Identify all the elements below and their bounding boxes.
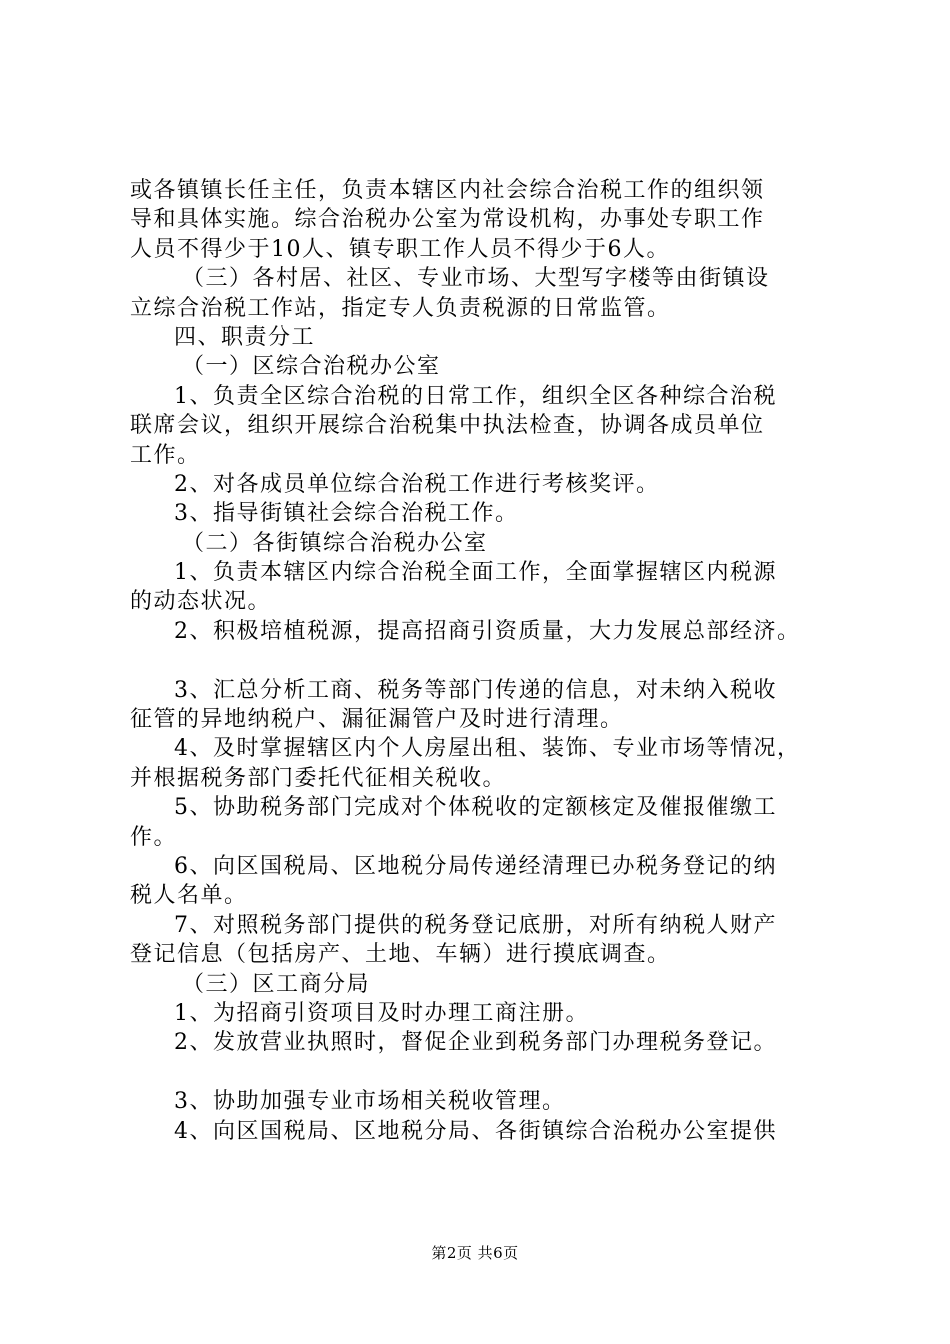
document-body	[130, 176, 850, 1146]
paragraph-line: 7、对照税务部门提供的税务登记底册，对所有纳税人财产	[174, 912, 777, 938]
paragraph-line: 3、协助加强专业市场相关税收管理。	[174, 1089, 566, 1115]
paragraph-line: 工作。	[130, 442, 201, 468]
subsection-heading: （三）区工商分局	[182, 971, 371, 997]
paragraph-line: 2、发放营业执照时，督促企业到税务部门办理税务登记。	[174, 1030, 777, 1056]
paragraph-line: 4、向区国税局、区地税分局、各街镇综合治税办公室提供	[174, 1118, 777, 1144]
paragraph-line: （三）各村居、社区、专业市场、大型写字楼等由街镇设	[182, 266, 770, 292]
blank-line	[130, 646, 850, 675]
blank-line	[130, 1058, 850, 1087]
paragraph-line: 作。	[130, 824, 178, 850]
paragraph-line: 或各镇镇长任主任，负责本辖区内社会综合治税工作的组织领	[130, 178, 765, 203]
section-heading: 四、职责分工	[174, 324, 316, 350]
paragraph-line: 税人名单。	[130, 883, 248, 909]
paragraph-line: 人员不得少于10人、镇专职工作人员不得少于6人。	[130, 236, 670, 262]
paragraph-line: 1、为招商引资项目及时办理工商注册。	[174, 1000, 589, 1026]
paragraph-line: 3、汇总分析工商、税务等部门传递的信息，对未纳入税收	[174, 677, 777, 703]
paragraph-line: 联席会议，组织开展综合治税集中执法检查，协调各成员单位	[130, 413, 765, 439]
paragraph-line: 1、负责本辖区内综合治税全面工作，全面掌握辖区内税源	[174, 560, 777, 586]
subsection-heading: （一）区综合治税办公室	[182, 354, 441, 380]
paragraph-line: 立综合治税工作站，指定专人负责税源的日常监管。	[130, 295, 671, 321]
paragraph-line: 征管的异地纳税户、漏征漏管户及时进行清理。	[130, 707, 624, 733]
paragraph-line: 并根据税务部门委托代征相关税收。	[130, 765, 507, 791]
paragraph-line: 6、向区国税局、区地税分局传递经清理已办税务登记的纳	[174, 853, 777, 879]
page-footer: 第2页 共6页	[431, 1244, 519, 1262]
paragraph-line: 4、及时掌握辖区内个人房屋出租、装饰、专业市场等情况，	[174, 736, 801, 762]
paragraph-line: 导和具体实施。综合治税办公室为常设机构，办事处专职工作	[130, 207, 765, 233]
paragraph-line: 2、积极培植税源，提高招商引资质量，大力发展总部经济。	[174, 618, 801, 644]
paragraph-line: 3、指导街镇社会综合治税工作。	[174, 501, 519, 527]
paragraph-line: 2、对各成员单位综合治税工作进行考核奖评。	[174, 471, 660, 497]
paragraph-line: 的动态状况。	[130, 589, 272, 615]
paragraph-line: 登记信息（包括房产、土地、车辆）进行摸底调查。	[130, 942, 671, 968]
subsection-heading: （二）各街镇综合治税办公室	[182, 530, 488, 556]
paragraph-line: 1、负责全区综合治税的日常工作，组织全区各种综合治税	[174, 383, 777, 409]
paragraph-line: 5、协助税务部门完成对个体税收的定额核定及催报催缴工	[174, 795, 777, 821]
